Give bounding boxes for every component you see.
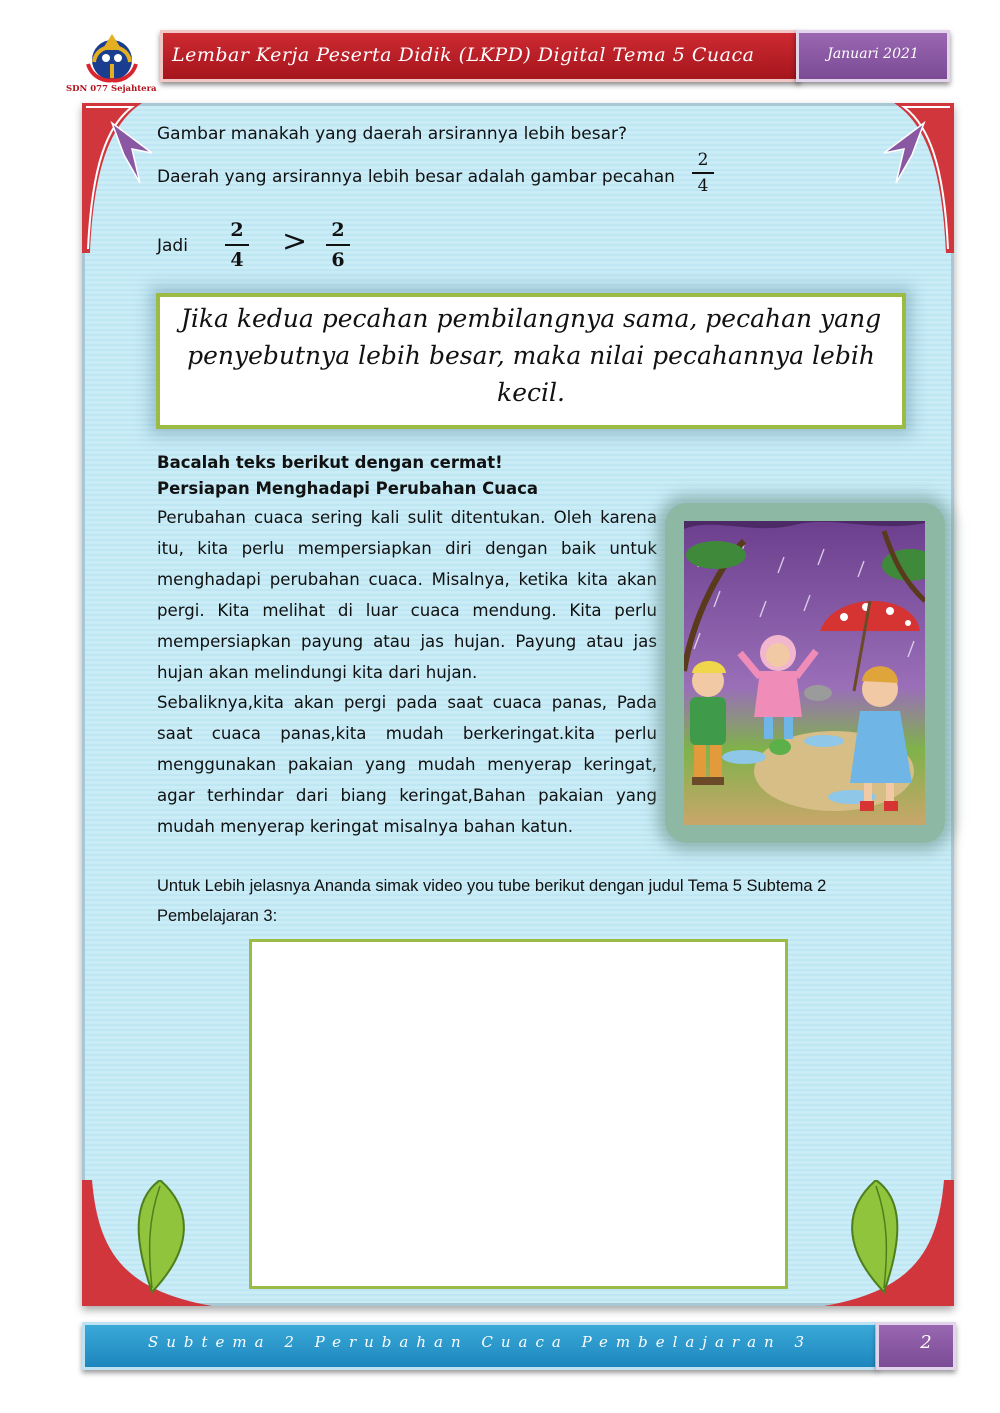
answer-fraction-numerator: 2 xyxy=(697,150,709,170)
comparison-question: Gambar manakah yang daerah arsirannya lebih besar? xyxy=(157,124,627,144)
reading-title: Persiapan Menghadapi Perubahan Cuaca xyxy=(157,479,539,498)
answer-fraction xyxy=(692,150,714,196)
fraction-bar xyxy=(326,244,350,246)
video-instruction: Untuk Lebih jelasnya Ananda simak video you tube berikut dengan judul Tema 5 Subtema 2 Pembelajaran 3: xyxy=(157,877,827,925)
answer-fraction-denominator: 4 xyxy=(697,176,709,196)
right-fraction-numerator: 2 xyxy=(331,219,345,241)
reading-paragraph: Sebaliknya,kita akan pergi pada saat cuaca panas, Pada saat cuaca panas,kita mudah berkeringat.kita perlu menggunakan pakaian yang mudah menyerap keringat, agar terhindar dari biang keringat,Bahan pakaian yang mudah menyerap keringat misalnya bahan katun. xyxy=(157,693,657,837)
rain-kids-illustration xyxy=(684,521,925,825)
reading-paragraph: Perubahan cuaca sering kali sulit ditentukan. Oleh karena itu, kita perlu mempersiapkan diri dengan baik untuk menghadapi perubahan cuaca. Misalnya, ketika kita akan pergi. Kita melihat di luar cuaca mendung. Kita perlu mempersiapkan payung atau jas hujan. Payung atau jas hujan akan melindungi kita dari hujan. xyxy=(157,508,657,682)
fraction-bar xyxy=(692,172,714,174)
corner-leaf-bottom-left xyxy=(82,1180,212,1306)
reading-instruction: Bacalah teks berikut dengan cermat! xyxy=(157,453,503,472)
right-fraction-denominator: 6 xyxy=(331,249,345,271)
page-title: Lembar Kerja Peserta Didik (LKPD) Digital Tema 5 Cuaca xyxy=(172,44,755,66)
corner-swirl-top-right xyxy=(834,103,954,253)
left-fraction xyxy=(225,218,249,272)
right-fraction xyxy=(326,218,350,272)
header-date: Januari 2021 xyxy=(827,46,919,62)
left-fraction-numerator: 2 xyxy=(230,219,244,241)
video-embed-frame[interactable] xyxy=(249,939,788,1289)
reading-text xyxy=(157,503,657,843)
rule-text: Jika kedua pecahan pembilangnya sama, pecahan yang penyebutnya lebih besar, maka nilai pecahannya lebih kecil. xyxy=(180,304,882,407)
footer-subtitle: Subtema 2 Perubahan Cuaca Pembelajaran 3 xyxy=(147,1333,812,1351)
page-number: 2 xyxy=(920,1332,932,1353)
fraction-bar xyxy=(225,244,249,246)
corner-leaf-bottom-right xyxy=(824,1180,954,1306)
comparison-operator: > xyxy=(282,224,308,259)
conclusion-label: Jadi xyxy=(157,236,188,256)
comparison-answer: Daerah yang arsirannya lebih besar adalah gambar pecahan xyxy=(157,167,675,187)
left-fraction-denominator: 4 xyxy=(230,249,244,271)
logo-caption: SDN 077 Sejahtera xyxy=(66,84,157,94)
